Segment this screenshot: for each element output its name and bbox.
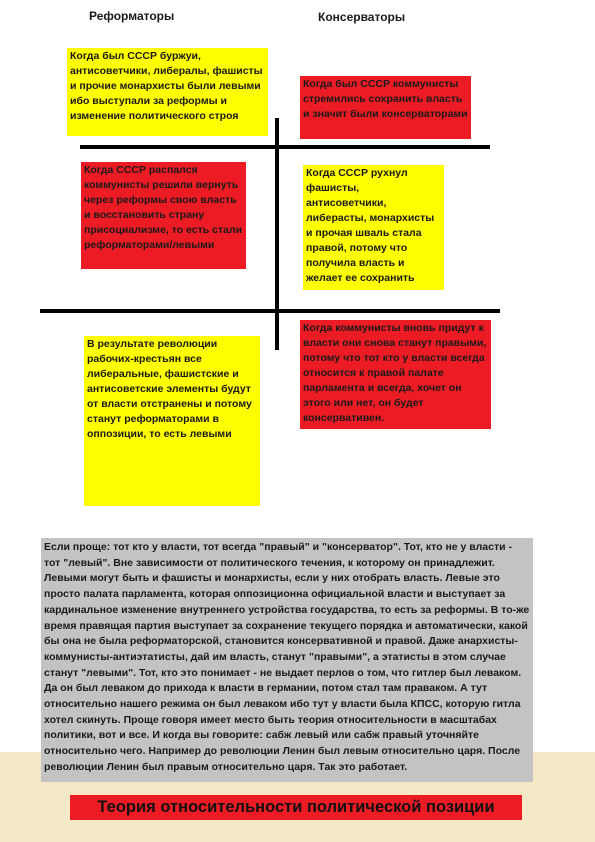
reformers-revolution-box: В результате революции рабочих-крестьян все либеральные, фашистские и антисоветские элементы будут от власти отстранены и потому станут реформаторами в оппозиции, то есть левыми: [84, 336, 260, 506]
conservatives-ussr-box: Когда был СССР коммунисты стремились сохранить власть и значит были консерваторами: [300, 76, 471, 139]
page-title: Теория относительности политической позиции: [70, 795, 522, 820]
reformers-ussr-box: Когда был СССР буржуи, антисоветчики, либералы, фашисты и прочие монархисты были левыми ибо выступали за реформы и изменение политического строя: [67, 48, 268, 136]
horizontal-divider-2: [40, 309, 500, 313]
horizontal-divider-1: [80, 145, 490, 149]
conservatives-revolution-box: Когда коммунисты вновь придут к власти они снова станут правыми, потому что тот кто у власти всегда относится к правой палате парламента и всегда, хочет он этого или нет, он будет консервативен.: [300, 320, 491, 429]
summary-text-block: Если проще: тот кто у власти, тот всегда "правый" и "консерватор". Тот, кто не у власти - тот "левый". Вне зависимости от политического течения, к которому он принадлежит. Левыми могут быть и фашисты и монархисты, если у них отобрать власть. Левые это просто палата парламента, которая оппозиционна официальной власти и выступает за кардинальное изменение внутреннего устройства государства, то есть за реформы. В то-же время правящая партия выступает за сохранение текущего порядка и автоматически, какой бы она не была реформаторской, становится консервативной и правой. Даже анархисты-коммунисты-антиэтатисты, дай им власть, станут "правыми", а этатисты в этом случае станут "левыми". Тот, кто это понимает - не выдает перлов о том, что гитлер был леваком. Да он был леваком до прихода к власти в германии, потом стал там праваком. А тут относительно нашего режима он был леваком ибо тут у власти была КПСС, которую гитла хотел скинуть. Проще говоря имеет место быть теория относительности в масштабах политики, вот и все. И когда вы говорите: сабж левый или сабж правый уточняйте относительно чего. Например до революции Ленин был левым относительно царя. После революции Ленин был правым относительно царя. Так это работает.: [41, 538, 533, 782]
header-conservatives: Консерваторы: [318, 10, 406, 24]
vertical-divider: [275, 118, 279, 350]
conservatives-post-ussr-box: Когда СССР рухнул фашисты, антисоветчики, либерасты, монархисты и прочая шваль стала правой, потому что получила власть и желает ее сохранить: [303, 165, 444, 290]
reformers-post-ussr-box: Когда СССР распался коммунисты решили вернуть через реформы свою власть и восстановить страну присоциализме, то есть стали реформаторами/левыми: [81, 162, 246, 269]
header-reformers: Реформаторы: [89, 9, 175, 23]
